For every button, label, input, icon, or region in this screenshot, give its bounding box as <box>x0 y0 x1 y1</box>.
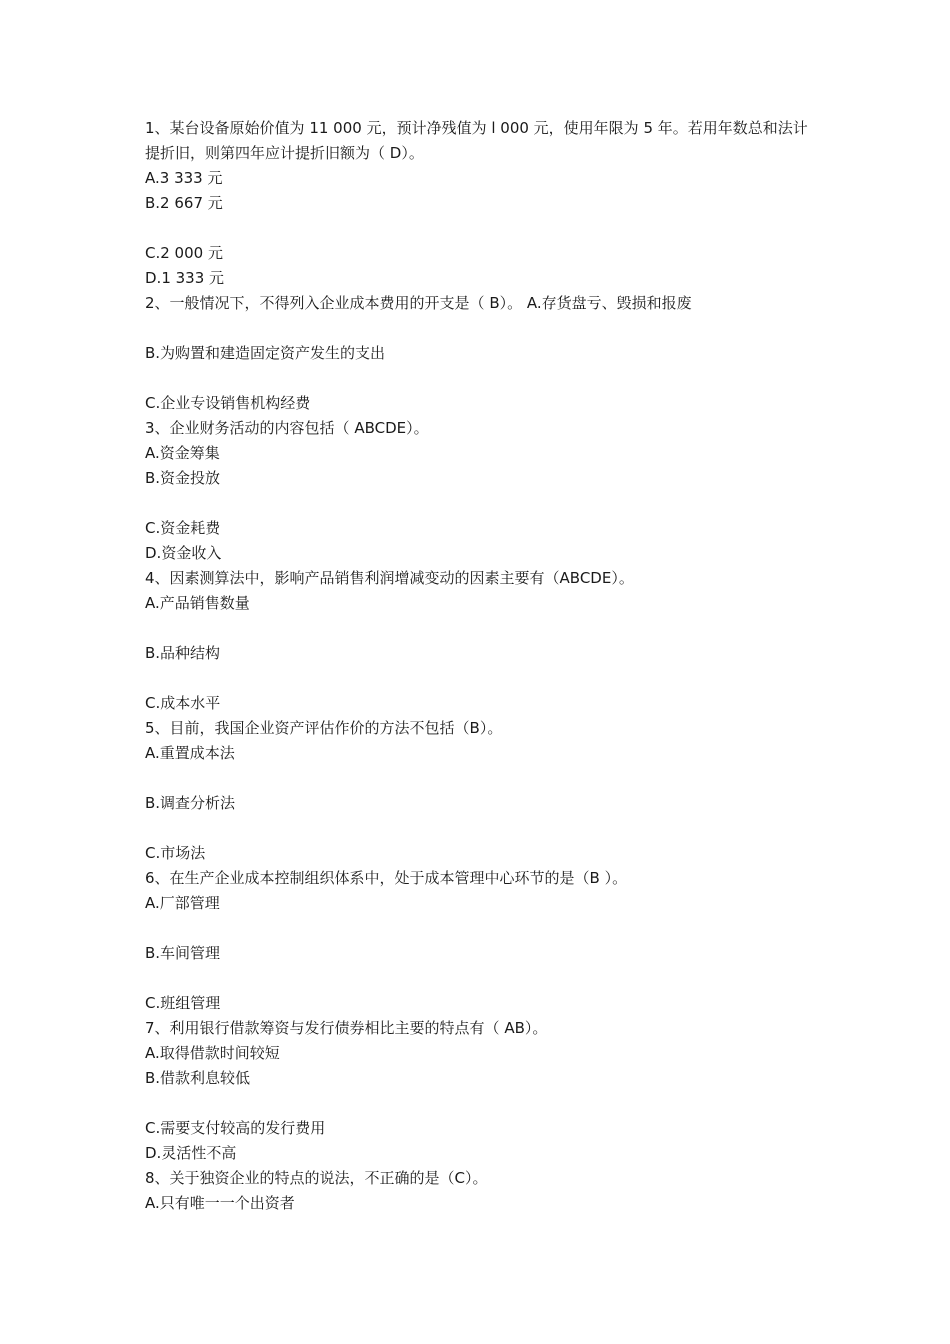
document-line: B.为购置和建造固定资产发生的支出 <box>145 344 386 362</box>
document-line: 3、企业财务活动的内容包括（ ABCDE）。 <box>145 419 429 437</box>
document-line: C.需要支付较高的发行费用 <box>145 1119 326 1137</box>
document-line: 1、某台设备原始价值为 11 000 元，预计净残值为 l 000 元，使用年限为 5 年。若用年数总和法计提折旧，则第四年应计提折旧额为（ D）。 <box>145 119 808 162</box>
document-line: C.资金耗费 <box>145 519 221 537</box>
document-line: B.车间管理 <box>145 944 221 962</box>
document-line: C.班组管理 <box>145 994 221 1012</box>
document-line: C.企业专设销售机构经费 <box>145 394 311 412</box>
blank-line <box>145 916 815 941</box>
blank-line <box>145 766 815 791</box>
document-line: 7、利用银行借款筹资与发行债券相比主要的特点有（ AB）。 <box>145 1019 548 1037</box>
document-line: A.重置成本法 <box>145 744 235 762</box>
document-line: C.市场法 <box>145 844 206 862</box>
document-line: A.厂部管理 <box>145 894 220 912</box>
blank-line <box>145 966 815 991</box>
blank-line <box>145 366 815 391</box>
document-line: A.只有唯一一个出资者 <box>145 1194 295 1212</box>
document-line: A.资金筹集 <box>145 444 220 462</box>
blank-line <box>145 666 815 691</box>
blank-line <box>145 1091 815 1116</box>
document-line: B.调查分析法 <box>145 794 236 812</box>
document-line: A.产品销售数量 <box>145 594 250 612</box>
document-line: C.成本水平 <box>145 694 221 712</box>
document-line: B.品种结构 <box>145 644 221 662</box>
document-line: D.资金收入 <box>145 544 222 562</box>
blank-line <box>145 616 815 641</box>
blank-line <box>145 316 815 341</box>
blank-line <box>145 491 815 516</box>
document-line: D.灵活性不高 <box>145 1144 237 1162</box>
document-line: D.1 333 元 <box>145 269 225 287</box>
document-page <box>145 116 815 1216</box>
blank-line <box>145 816 815 841</box>
document-line: A.取得借款时间较短 <box>145 1044 280 1062</box>
document-line: 5、目前，我国企业资产评估作价的方法不包括（B）。 <box>145 719 503 737</box>
document-line: 2、一般情况下，不得列入企业成本费用的开支是（ B）。 A.存货盘亏、毁损和报废 <box>145 294 692 312</box>
document-line: 6、在生产企业成本控制组织体系中，处于成本管理中心环节的是（B ）。 <box>145 869 628 887</box>
blank-line <box>145 216 815 241</box>
document-line: B.2 667 元 <box>145 194 223 212</box>
document-line: B.借款利息较低 <box>145 1069 251 1087</box>
document-line: B.资金投放 <box>145 469 221 487</box>
document-line: 4、因素测算法中，影响产品销售利润增减变动的因素主要有（ABCDE）。 <box>145 569 634 587</box>
document-line: 8、关于独资企业的特点的说法，不正确的是（C）。 <box>145 1169 488 1187</box>
document-line: C.2 000 元 <box>145 244 223 262</box>
document-line: A.3 333 元 <box>145 169 223 187</box>
